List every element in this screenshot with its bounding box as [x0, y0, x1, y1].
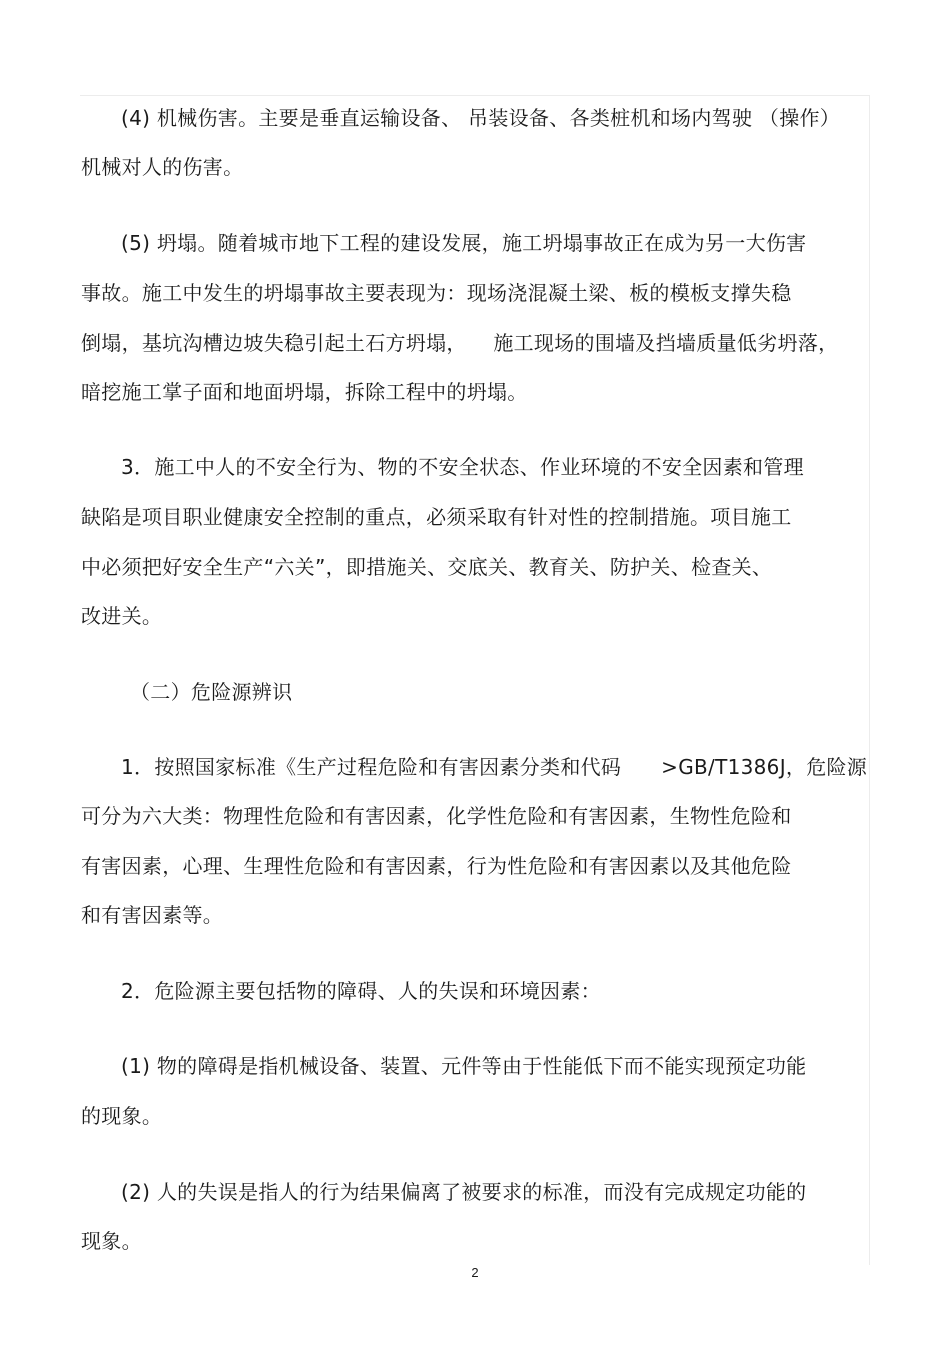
page-number: 2	[471, 1265, 479, 1280]
text-line: 中必须把好安全生产“六关”，即措施关、交底关、教育关、防护关、检查关、	[81, 555, 773, 579]
text-line: (4) 机械伤害。主要是垂直运输设备、 吊装设备、各类桩机和场内驾驶 （操作）	[121, 106, 841, 130]
page-border-right	[869, 95, 870, 1265]
text-line: 的现象。	[81, 1104, 163, 1128]
text-line: 和有害因素等。	[81, 903, 224, 927]
text-line: 现象。	[81, 1229, 142, 1253]
text-line: 事故。施工中发生的坍塌事故主要表现为：现场浇混凝土梁、板的模板支撑失稳	[81, 281, 792, 305]
text-line: (5) 坍塌。随着城市地下工程的建设发展，施工坍塌事故正在成为另一大伤害	[121, 231, 807, 255]
text-line: (2) 人的失误是指人的行为结果偏离了被要求的标准，而没有完成规定功能的	[121, 1180, 807, 1204]
text-line: 缺陷是项目职业健康安全控制的重点，必须采取有针对性的控制措施。项目施工	[81, 505, 792, 529]
text-line: 机械对人的伤害。	[81, 155, 244, 179]
text-line: 有害因素，心理、生理性危险和有害因素，行为性危险和有害因素以及其他危险	[81, 854, 792, 878]
text-line: 2．危险源主要包括物的障碍、人的失误和环境因素：	[121, 979, 601, 1003]
text-line: 可分为六大类：物理性危险和有害因素，化学性危险和有害因素，生物性危险和	[81, 804, 792, 828]
section-heading: （二）危险源辨识	[130, 680, 293, 704]
text-line: 倒塌，基坑沟槽边坡失稳引起土石方坍塌， 施工现场的围墙及挡墙质量低劣坍落，	[81, 331, 839, 355]
page-border-top	[80, 95, 870, 96]
text-line: 1．按照国家标准《生产过程危险和有害因素分类和代码 >GB/T1386J，危险源	[121, 755, 868, 779]
text-line: 3．施工中人的不安全行为、物的不安全状态、作业环境的不安全因素和管理	[121, 455, 804, 479]
text-line: 改进关。	[81, 604, 163, 628]
text-line: (1) 物的障碍是指机械设备、装置、元件等由于性能低下而不能实现预定功能	[121, 1054, 807, 1078]
text-line: 暗挖施工掌子面和地面坍塌，拆除工程中的坍塌。	[81, 380, 528, 404]
